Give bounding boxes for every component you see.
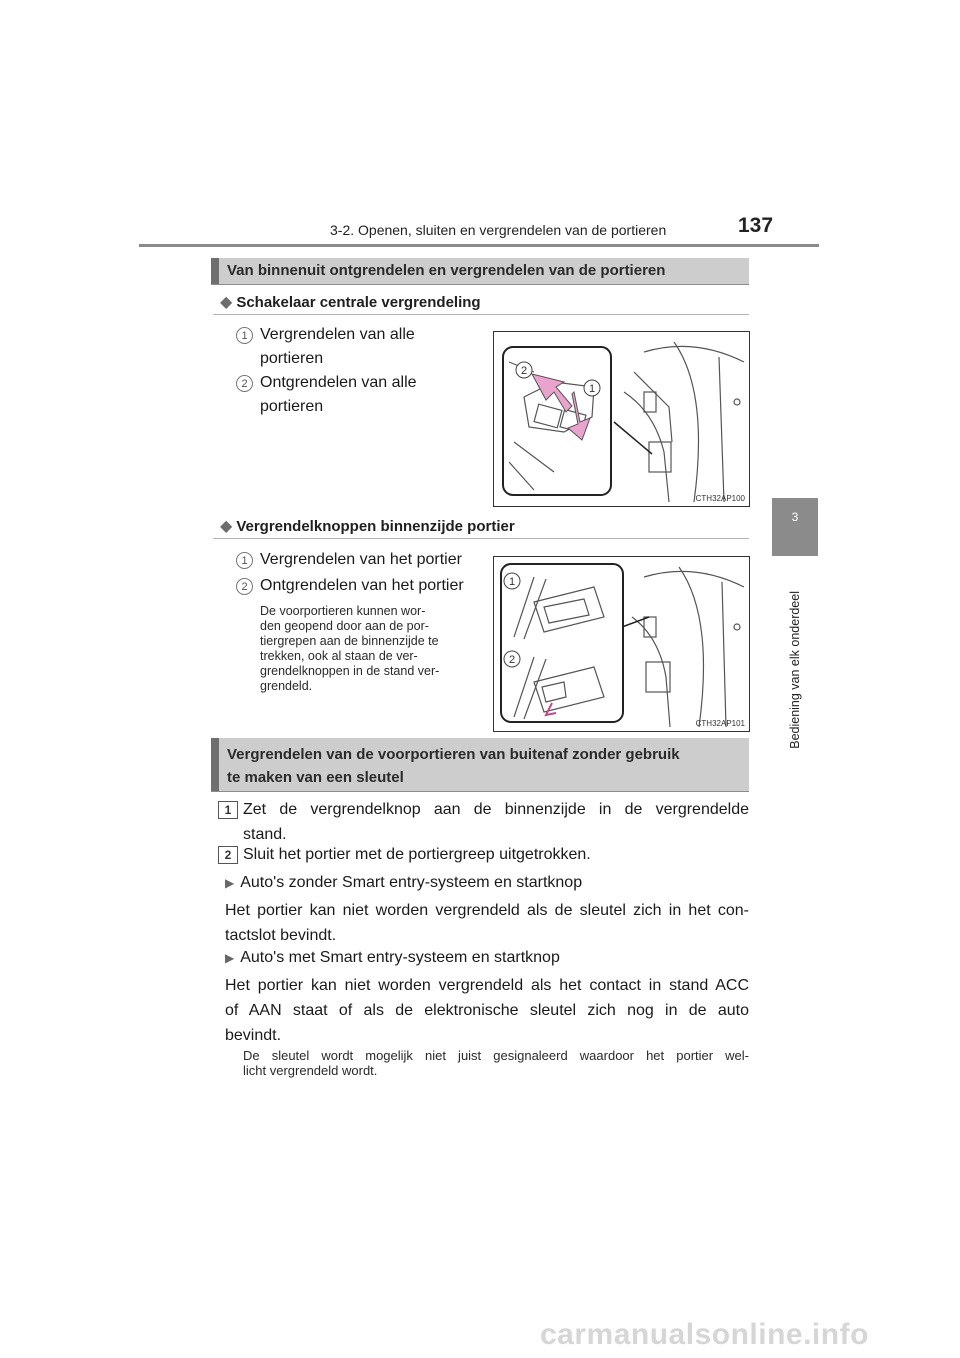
diamond-bullet-icon: ◆ — [220, 518, 233, 535]
subheading-text: Schakelaar centrale vergrendeling — [236, 294, 481, 311]
variant-label-text: Auto's met Smart entry-systeem en startknop — [240, 949, 560, 966]
variant-text-without-smart-entry — [225, 898, 749, 948]
variant-text-with-smart-entry — [225, 973, 749, 1048]
list-item-line: Vergrendelen van alle — [260, 326, 415, 343]
chapter-tab — [772, 498, 818, 556]
chapter-side-label-text: Bediening van elk onderdeel — [788, 591, 802, 749]
list-item-line: portieren — [260, 398, 324, 415]
list-item-line: Ontgrendelen van alle — [260, 374, 417, 391]
step-number-badge: 1 — [218, 801, 238, 819]
item-number-badge: 1 — [236, 552, 253, 569]
section-header-2 — [211, 738, 749, 791]
variant-line: bevindt. — [225, 1027, 282, 1044]
step-2: Sluit het portier met de portiergreep uitgetrokken. — [243, 846, 591, 863]
figure-central-locking-switch — [493, 331, 750, 507]
figure-callout-label: 1 — [588, 383, 596, 395]
note-line: grendelknoppen in de stand ver- — [260, 664, 440, 678]
figure-drawing — [494, 557, 749, 731]
figure-inside-lock-buttons — [493, 556, 750, 732]
note-line: De sleutel wordt mogelijk niet juist gesignaleerd waardoor het portier wel- — [243, 1048, 749, 1063]
variant-line: Het portier kan niet worden vergrendeld als het contact in stand ACC — [225, 977, 749, 994]
variant-label-text: Auto's zonder Smart entry-systeem en startknop — [240, 874, 583, 891]
section-header-1: Van binnenuit ontgrendelen en vergrendelen van de portieren — [211, 258, 749, 284]
chapter-number: 3 — [791, 510, 799, 524]
step-line: Zet de vergrendelknop aan de binnenzijde in de vergrendelde — [243, 801, 749, 818]
note-line: licht vergrendeld wordt. — [243, 1063, 378, 1078]
list-item-line: portieren — [260, 350, 324, 367]
triangle-bullet-icon: ▶ — [225, 876, 235, 890]
figure-callout-label: 2 — [520, 365, 528, 377]
note-line: trekken, ook al staan de ver- — [260, 649, 418, 663]
figure-code: CTH32AP101 — [695, 719, 745, 728]
note-inside-handles — [260, 604, 476, 694]
watermark: carmanualsonline.info — [540, 1318, 869, 1351]
section-rule-1 — [211, 284, 749, 285]
subheading-rule — [213, 538, 749, 539]
diamond-bullet-icon: ◆ — [220, 294, 233, 311]
subheading-central-locking — [220, 292, 481, 312]
step-1 — [243, 797, 749, 847]
variant-line: tactslot bevindt. — [225, 927, 337, 944]
note-line: den geopend door aan de por- — [260, 619, 429, 633]
subheading-inside-lock-buttons — [220, 516, 515, 536]
note-key-detection — [243, 1048, 749, 1078]
list-item-unlock-all — [260, 371, 417, 419]
subheading-rule — [213, 314, 749, 315]
note-line: grendeld. — [260, 679, 313, 693]
variant-line: Het portier kan niet worden vergrendeld als de sleutel zich in het con- — [225, 902, 749, 919]
chapter-side-label — [762, 570, 828, 770]
step-number-badge: 2 — [218, 846, 238, 864]
variant-label-with-smart-entry — [225, 945, 560, 971]
running-header: 3-2. Openen, sluiten en vergrendelen van de portieren — [330, 222, 667, 238]
item-number-badge: 2 — [236, 375, 253, 392]
variant-line: of AAN staat of als de elektronische sleutel zich nog in de auto — [225, 1002, 749, 1019]
figure-callout-label: 2 — [508, 654, 516, 666]
section-header-line: Vergrendelen van de voorportieren van buitenaf zonder gebruik — [227, 746, 680, 763]
page-number: 137 — [738, 214, 774, 237]
list-item-lock-all — [260, 323, 415, 371]
list-item-lock-door: Vergrendelen van het portier — [260, 551, 462, 568]
figure-code: CTH32AP100 — [695, 494, 745, 503]
section-header-line: te maken van een sleutel — [227, 769, 404, 786]
triangle-bullet-icon: ▶ — [225, 951, 235, 965]
item-number-badge: 1 — [236, 327, 253, 344]
figure-callout-label: 1 — [508, 576, 516, 588]
item-number-badge: 2 — [236, 578, 253, 595]
list-item-unlock-door: Ontgrendelen van het portier — [260, 577, 464, 594]
header-rule — [139, 244, 819, 247]
section-rule-2 — [211, 791, 749, 792]
note-line: De voorportieren kunnen wor- — [260, 604, 426, 618]
variant-label-without-smart-entry — [225, 870, 582, 896]
subheading-text: Vergrendelknoppen binnenzijde portier — [236, 518, 515, 535]
step-line: stand. — [243, 826, 287, 843]
figure-drawing — [494, 332, 749, 506]
note-line: tiergrepen aan de binnenzijde te — [260, 634, 439, 648]
